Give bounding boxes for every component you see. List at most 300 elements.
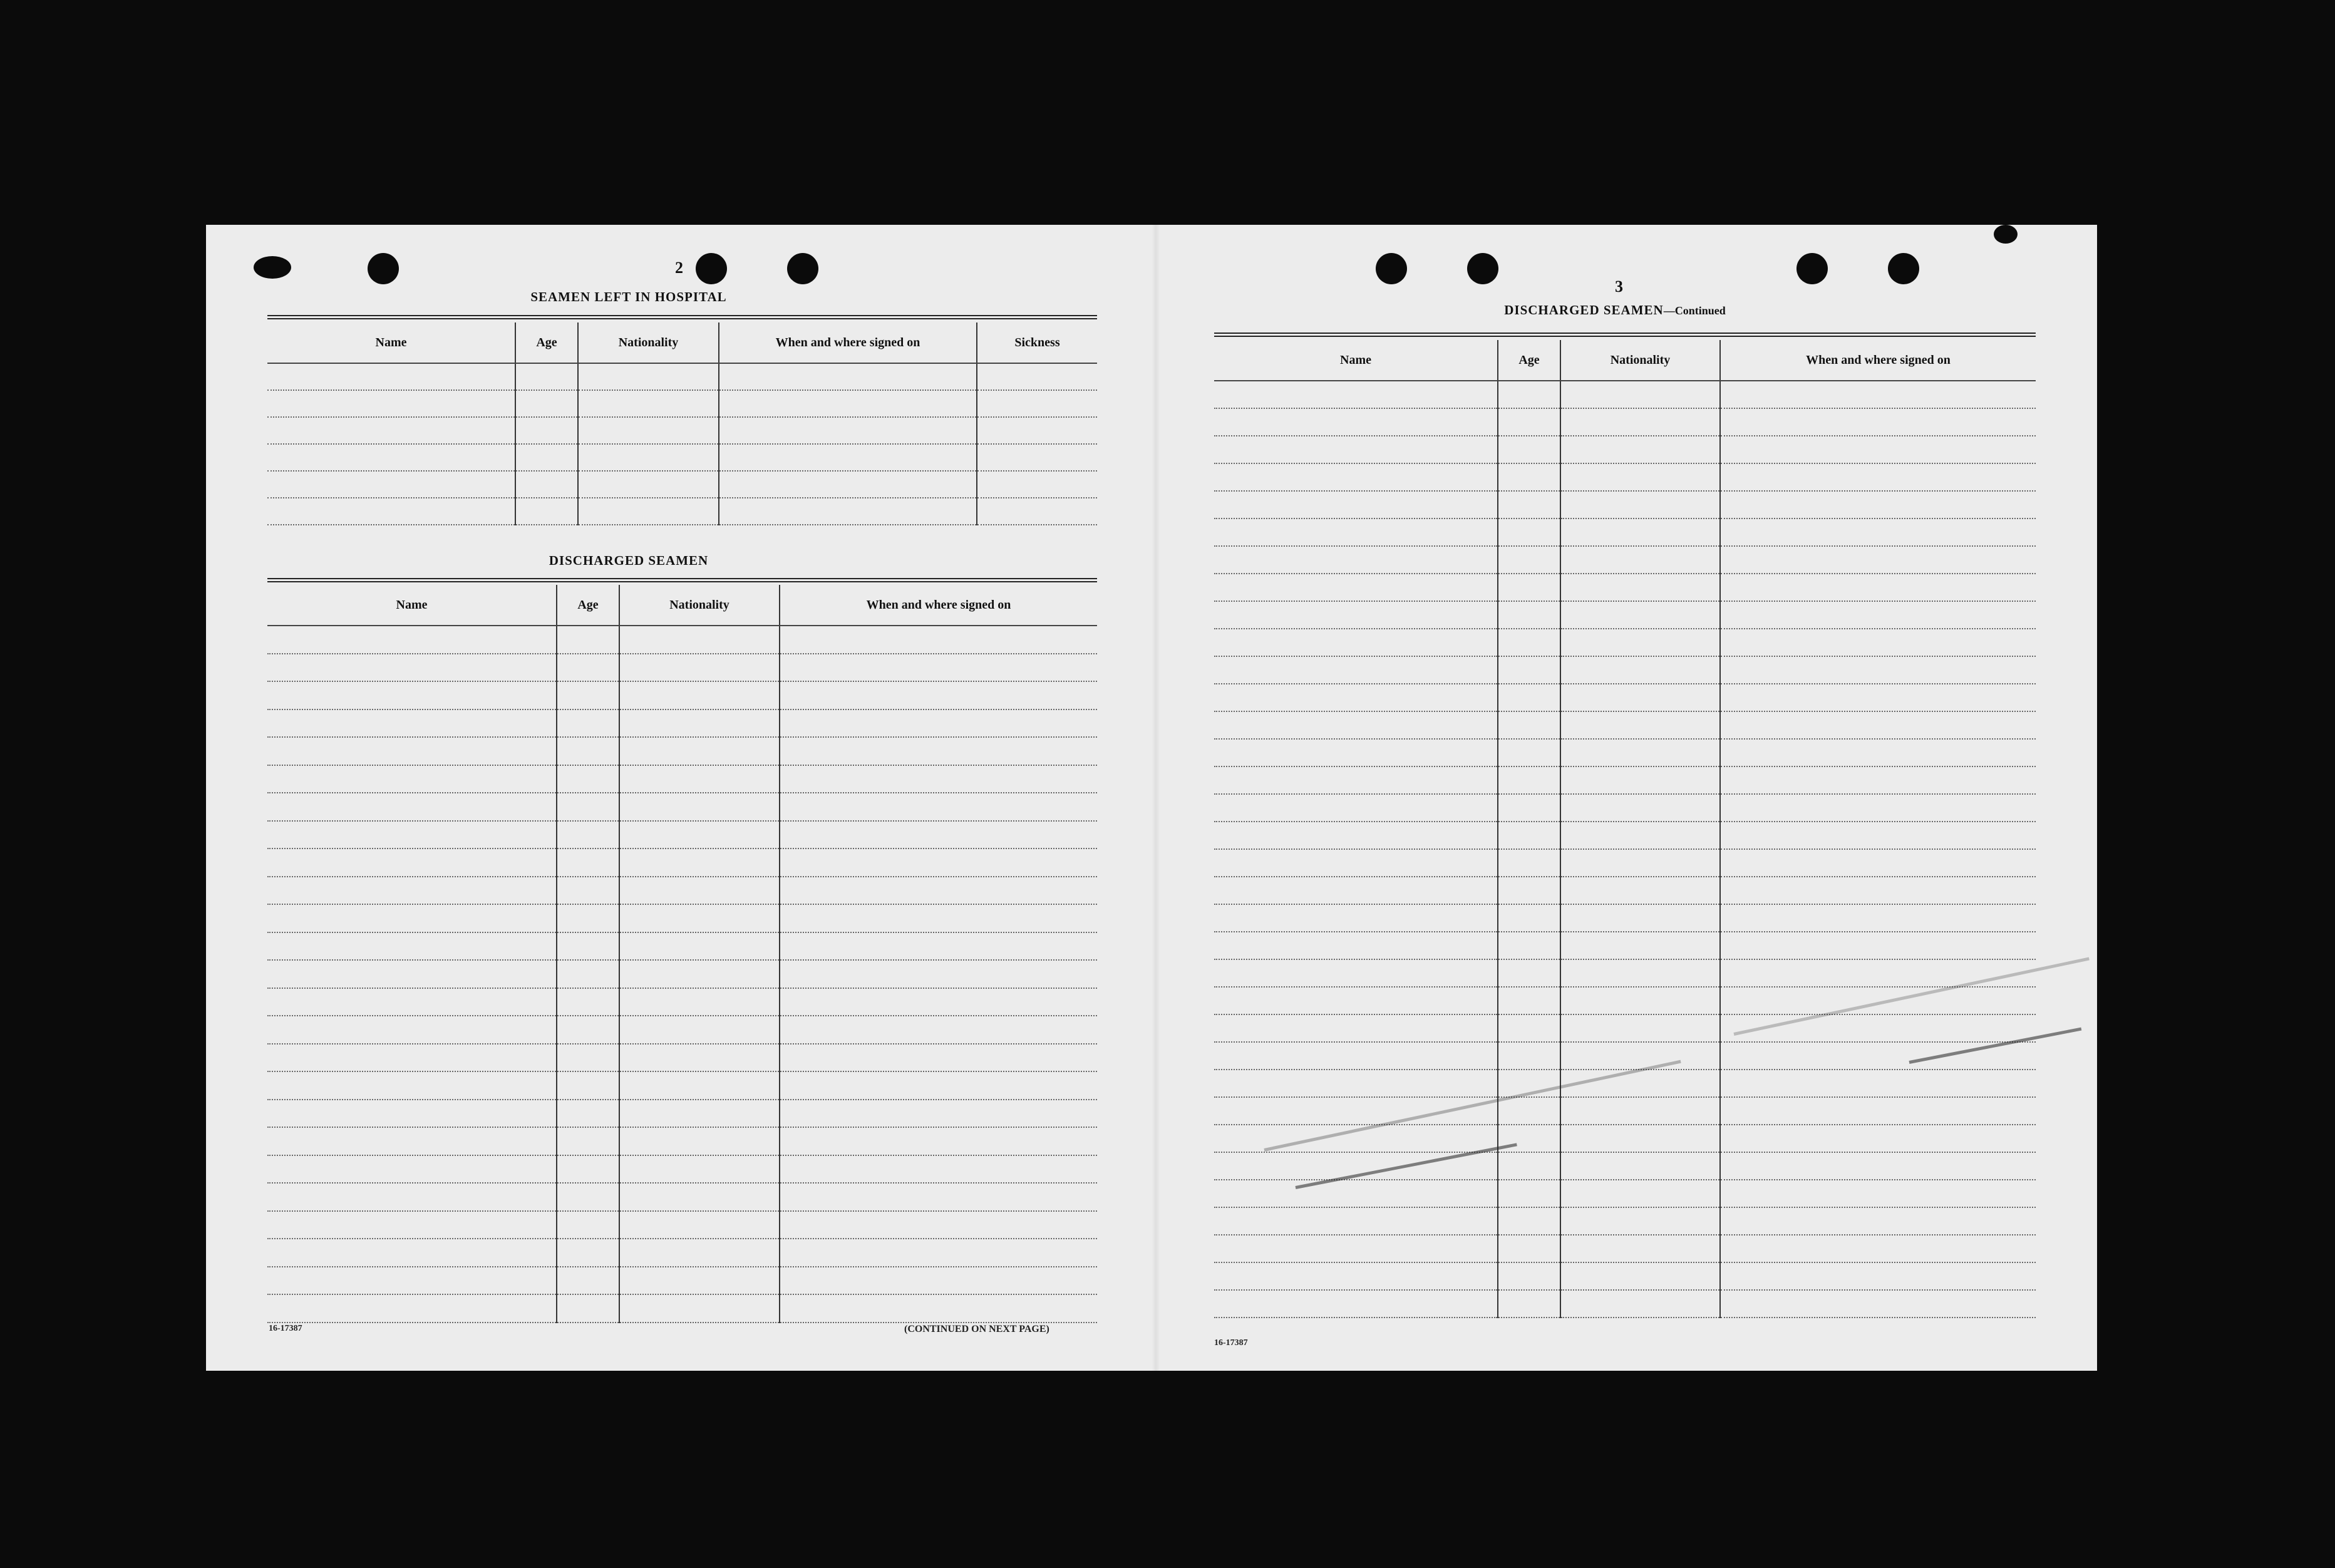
table-cell: [619, 793, 780, 821]
table-cell: [780, 1294, 1097, 1323]
discharged-continued-table-body: [1214, 381, 2036, 1318]
discharged-continued-row: [1214, 601, 2036, 629]
table-cell: [780, 1155, 1097, 1184]
table-cell: [267, 1100, 557, 1128]
table-cell: [1720, 959, 2036, 987]
punch-hole: [368, 253, 399, 284]
table-cell: [1498, 1152, 1560, 1180]
punch-hole: [1467, 253, 1498, 284]
discharged-row: [267, 1071, 1097, 1100]
column-header-sickness: Sickness: [977, 322, 1097, 363]
table-cell: [1214, 822, 1498, 849]
continued-note: (CONTINUED ON NEXT PAGE): [904, 1324, 1049, 1334]
table-cell: [557, 765, 619, 793]
table-cell: [557, 1239, 619, 1267]
table-cell: [267, 390, 515, 417]
discharged-row: [267, 960, 1097, 988]
table-cell: [1498, 794, 1560, 822]
discharged-continued-row: [1214, 436, 2036, 463]
discharged-row: [267, 1044, 1097, 1072]
discharged-continued-row: [1214, 546, 2036, 574]
table-cell: [1720, 1180, 2036, 1207]
discharged-continued-row: [1214, 1290, 2036, 1318]
table-cell: [1720, 436, 2036, 463]
table-cell: [719, 363, 977, 390]
table-cell: [1498, 739, 1560, 766]
column-header-name: Name: [267, 322, 515, 363]
table-cell: [1214, 959, 1498, 987]
table-cell: [557, 1071, 619, 1100]
table-cell: [977, 471, 1097, 498]
hospital-row: [267, 471, 1097, 498]
punch-hole: [1376, 253, 1407, 284]
discharged-continued-title-text: DISCHARGED SEAMEN: [1504, 302, 1664, 317]
table-cell: [267, 1267, 557, 1295]
discharged-continued-row: [1214, 463, 2036, 491]
table-cell: [977, 444, 1097, 471]
table-cell: [578, 498, 719, 525]
table-cell: [977, 363, 1097, 390]
table-cell: [619, 1155, 780, 1184]
table-cell: [1214, 546, 1498, 574]
table-cell: [1214, 932, 1498, 959]
discharged-row: [267, 1267, 1097, 1295]
hospital-table: [267, 322, 1097, 525]
table-cell: [1720, 904, 2036, 932]
table-cell: [619, 932, 780, 961]
table-cell: [1498, 1180, 1560, 1207]
punch-hole: [1796, 253, 1828, 284]
table-cell: [267, 1155, 557, 1184]
table-cell: [1214, 408, 1498, 436]
table-cell: [977, 390, 1097, 417]
discharged-continued-row: [1214, 904, 2036, 932]
table-cell: [780, 1211, 1097, 1239]
discharged-continued-row: [1214, 629, 2036, 656]
table-cell: [719, 471, 977, 498]
table-cell: [780, 1071, 1097, 1100]
table-cell: [1560, 1180, 1720, 1207]
table-cell: [1214, 849, 1498, 877]
table-cell: [1720, 601, 2036, 629]
table-cell: [557, 821, 619, 849]
table-cell: [267, 444, 515, 471]
table-cell: [578, 390, 719, 417]
punch-hole: [1888, 253, 1919, 284]
table-cell: [1498, 849, 1560, 877]
table-cell: [1720, 518, 2036, 546]
table-cell: [557, 1294, 619, 1323]
table-cell: [1214, 1235, 1498, 1262]
table-cell: [557, 654, 619, 682]
table-cell: [1560, 1125, 1720, 1152]
discharged-row: [267, 932, 1097, 961]
table-cell: [619, 877, 780, 905]
table-cell: [1498, 491, 1560, 518]
discharged-row: [267, 793, 1097, 821]
discharged-row: [267, 737, 1097, 765]
table-cell: [557, 1211, 619, 1239]
table-cell: [557, 848, 619, 877]
discharged-row: [267, 1211, 1097, 1239]
table-cell: [578, 471, 719, 498]
table-cell: [1720, 739, 2036, 766]
discharged-row: [267, 821, 1097, 849]
discharged-continued-row: [1214, 959, 2036, 987]
column-header-age: Age: [1498, 340, 1560, 381]
table-cell: [267, 1016, 557, 1044]
table-cell: [780, 681, 1097, 709]
discharged-continued-row: [1214, 1014, 2036, 1042]
table-cell: [1720, 1207, 2036, 1235]
table-cell: [780, 626, 1097, 654]
discharged-row: [267, 681, 1097, 709]
table-cell: [557, 1016, 619, 1044]
table-cell: [557, 960, 619, 988]
table-cell: [267, 960, 557, 988]
table-cell: [1560, 381, 1720, 408]
table-cell: [515, 498, 578, 525]
table-cell: [619, 848, 780, 877]
table-cell: [1720, 1097, 2036, 1125]
table-cell: [1498, 877, 1560, 904]
table-cell: [1214, 1290, 1498, 1318]
table-cell: [619, 654, 780, 682]
table-cell: [780, 1239, 1097, 1267]
table-cell: [780, 904, 1097, 932]
table-cell: [780, 709, 1097, 738]
table-cell: [780, 1183, 1097, 1211]
table-cell: [557, 626, 619, 654]
table-cell: [1498, 822, 1560, 849]
table-cell: [619, 1044, 780, 1072]
discharged-continued-row: [1214, 739, 2036, 766]
discharged-continued-row: [1214, 794, 2036, 822]
right-title-rule: [1214, 333, 2036, 337]
table-cell: [578, 417, 719, 444]
table-cell: [267, 1071, 557, 1100]
ink-blot: [254, 256, 291, 279]
hospital-row: [267, 498, 1097, 525]
table-cell: [267, 417, 515, 444]
table-cell: [1560, 904, 1720, 932]
table-cell: [780, 821, 1097, 849]
table-cell: [1560, 1014, 1720, 1042]
table-cell: [1214, 1014, 1498, 1042]
table-cell: [1720, 491, 2036, 518]
table-cell: [1720, 1125, 2036, 1152]
table-cell: [1498, 546, 1560, 574]
discharged-continued-row: [1214, 1042, 2036, 1070]
table-cell: [1498, 1097, 1560, 1125]
table-cell: [515, 390, 578, 417]
table-cell: [780, 932, 1097, 961]
table-cell: [267, 904, 557, 932]
table-cell: [1498, 518, 1560, 546]
table-cell: [1560, 491, 1720, 518]
table-cell: [780, 737, 1097, 765]
table-cell: [619, 1239, 780, 1267]
table-cell: [267, 498, 515, 525]
table-cell: [977, 498, 1097, 525]
table-cell: [1498, 1014, 1560, 1042]
discharged-continued-header-row: [1214, 340, 2036, 381]
table-cell: [515, 417, 578, 444]
table-cell: [1560, 822, 1720, 849]
table-cell: [1214, 904, 1498, 932]
table-cell: [619, 737, 780, 765]
table-cell: [267, 1044, 557, 1072]
discharged-continued-row: [1214, 491, 2036, 518]
table-cell: [1560, 1290, 1720, 1318]
column-header-nationality: Nationality: [619, 585, 780, 626]
discharged-continued-title: [1371, 302, 1859, 318]
page-fold: [1152, 225, 1160, 1371]
table-cell: [267, 709, 557, 738]
table-cell: [1720, 1262, 2036, 1290]
discharged-header-row: [267, 585, 1097, 626]
table-cell: [267, 821, 557, 849]
hospital-header-row: [267, 322, 1097, 363]
table-cell: [557, 1044, 619, 1072]
table-cell: [1720, 1070, 2036, 1097]
table-cell: [1498, 463, 1560, 491]
table-cell: [1498, 987, 1560, 1014]
table-cell: [1720, 1290, 2036, 1318]
table-cell: [557, 1127, 619, 1155]
table-cell: [1214, 684, 1498, 711]
table-cell: [1720, 932, 2036, 959]
table-cell: [1498, 601, 1560, 629]
document-sheet: [206, 225, 2097, 1371]
table-cell: [1214, 491, 1498, 518]
discharged-row: [267, 709, 1097, 738]
table-cell: [619, 1211, 780, 1239]
discharged-continued-row: [1214, 987, 2036, 1014]
table-cell: [1720, 656, 2036, 684]
table-cell: [267, 988, 557, 1016]
table-cell: [780, 654, 1097, 682]
discharged-continued-row: [1214, 1235, 2036, 1262]
discharged-row: [267, 904, 1097, 932]
table-cell: [1720, 794, 2036, 822]
table-cell: [515, 471, 578, 498]
table-cell: [1560, 711, 1720, 739]
discharged-continued-row: [1214, 1097, 2036, 1125]
table-cell: [1498, 1290, 1560, 1318]
table-cell: [1498, 574, 1560, 601]
table-cell: [1214, 518, 1498, 546]
table-cell: [1560, 1097, 1720, 1125]
table-cell: [557, 904, 619, 932]
table-cell: [267, 363, 515, 390]
discharged-continued-row: [1214, 518, 2036, 546]
table-cell: [557, 1155, 619, 1184]
discharged-row: [267, 1183, 1097, 1211]
table-cell: [1214, 629, 1498, 656]
table-cell: [1560, 987, 1720, 1014]
table-cell: [619, 1183, 780, 1211]
table-cell: [780, 1127, 1097, 1155]
table-cell: [1498, 904, 1560, 932]
table-cell: [1498, 408, 1560, 436]
table-cell: [557, 737, 619, 765]
table-cell: [977, 417, 1097, 444]
table-cell: [719, 390, 977, 417]
table-cell: [557, 877, 619, 905]
table-cell: [1720, 408, 2036, 436]
column-header-name: Name: [267, 585, 557, 626]
table-cell: [1560, 518, 1720, 546]
table-cell: [1560, 1207, 1720, 1235]
table-cell: [1214, 381, 1498, 408]
table-cell: [1560, 463, 1720, 491]
table-cell: [1560, 739, 1720, 766]
table-cell: [1560, 1235, 1720, 1262]
table-cell: [780, 988, 1097, 1016]
table-cell: [1498, 1125, 1560, 1152]
table-cell: [780, 793, 1097, 821]
table-cell: [780, 848, 1097, 877]
table-cell: [557, 1100, 619, 1128]
table-cell: [267, 932, 557, 961]
table-cell: [578, 363, 719, 390]
discharged-continued-row: [1214, 408, 2036, 436]
table-cell: [557, 709, 619, 738]
discharged-continued-row: [1214, 1180, 2036, 1207]
table-cell: [578, 444, 719, 471]
table-cell: [780, 1044, 1097, 1072]
discharged-continued-row: [1214, 932, 2036, 959]
table-cell: [1720, 711, 2036, 739]
discharged-continued-row: [1214, 1152, 2036, 1180]
table-cell: [1560, 1262, 1720, 1290]
table-cell: [1720, 574, 2036, 601]
discharged-continued-row: [1214, 849, 2036, 877]
table-cell: [1498, 1042, 1560, 1070]
table-cell: [1214, 1180, 1498, 1207]
table-cell: [1214, 1070, 1498, 1097]
discharged-row: [267, 1127, 1097, 1155]
table-cell: [619, 681, 780, 709]
table-cell: [719, 417, 977, 444]
column-header-when-where: When and where signed on: [719, 322, 977, 363]
table-cell: [267, 1211, 557, 1239]
discharged-continued-row: [1214, 766, 2036, 794]
table-cell: [780, 960, 1097, 988]
page-number-left: 2: [675, 259, 683, 277]
table-cell: [557, 1267, 619, 1295]
table-cell: [619, 1267, 780, 1295]
discharged-continued-row: [1214, 574, 2036, 601]
table-cell: [1498, 711, 1560, 739]
table-cell: [267, 877, 557, 905]
table-cell: [619, 1294, 780, 1323]
table-cell: [557, 1183, 619, 1211]
table-cell: [1214, 656, 1498, 684]
column-header-age: Age: [515, 322, 578, 363]
discharged-continued-row: [1214, 684, 2036, 711]
table-cell: [1498, 381, 1560, 408]
column-header-nationality: Nationality: [578, 322, 719, 363]
table-cell: [267, 1239, 557, 1267]
discharged-row: [267, 1239, 1097, 1267]
table-cell: [1720, 463, 2036, 491]
discharged-continued-row: [1214, 1207, 2036, 1235]
table-cell: [719, 498, 977, 525]
discharged-row: [267, 1100, 1097, 1128]
table-cell: [1560, 656, 1720, 684]
table-cell: [267, 654, 557, 682]
table-cell: [619, 988, 780, 1016]
table-cell: [1720, 1152, 2036, 1180]
hospital-row: [267, 390, 1097, 417]
table-cell: [1498, 436, 1560, 463]
table-cell: [1214, 794, 1498, 822]
table-cell: [1560, 436, 1720, 463]
form-number-left: 16-17387: [269, 1324, 302, 1333]
table-cell: [1560, 574, 1720, 601]
table-cell: [1214, 1207, 1498, 1235]
table-cell: [267, 1183, 557, 1211]
table-cell: [1720, 381, 2036, 408]
column-header-name: Name: [1214, 340, 1498, 381]
table-cell: [1560, 629, 1720, 656]
table-cell: [267, 626, 557, 654]
discharged-row: [267, 626, 1097, 654]
discharged-row: [267, 848, 1097, 877]
table-cell: [780, 877, 1097, 905]
table-cell: [1720, 629, 2036, 656]
table-cell: [780, 1100, 1097, 1128]
table-cell: [1214, 1262, 1498, 1290]
discharged-row: [267, 765, 1097, 793]
table-cell: [1214, 436, 1498, 463]
table-cell: [619, 821, 780, 849]
column-header-age: Age: [557, 585, 619, 626]
table-cell: [1214, 739, 1498, 766]
table-cell: [1720, 546, 2036, 574]
table-cell: [1498, 629, 1560, 656]
table-cell: [1560, 546, 1720, 574]
table-cell: [557, 681, 619, 709]
discharged-row: [267, 1294, 1097, 1323]
punch-hole: [696, 253, 727, 284]
ink-blot: [1994, 225, 2018, 244]
table-cell: [267, 737, 557, 765]
table-cell: [619, 626, 780, 654]
table-cell: [619, 765, 780, 793]
table-cell: [1214, 766, 1498, 794]
table-cell: [1720, 766, 2036, 794]
hospital-row: [267, 363, 1097, 390]
table-cell: [619, 709, 780, 738]
column-header-when-where: When and where signed on: [780, 585, 1097, 626]
table-cell: [719, 444, 977, 471]
table-cell: [1214, 1042, 1498, 1070]
table-cell: [1720, 849, 2036, 877]
discharged-section-title: DISCHARGED SEAMEN: [549, 553, 709, 568]
discharged-continued-row: [1214, 381, 2036, 408]
table-cell: [619, 960, 780, 988]
table-cell: [1560, 684, 1720, 711]
table-cell: [1720, 877, 2036, 904]
table-cell: [1720, 684, 2036, 711]
table-cell: [1560, 1152, 1720, 1180]
table-cell: [267, 471, 515, 498]
discharged-row: [267, 1016, 1097, 1044]
table-cell: [1214, 711, 1498, 739]
